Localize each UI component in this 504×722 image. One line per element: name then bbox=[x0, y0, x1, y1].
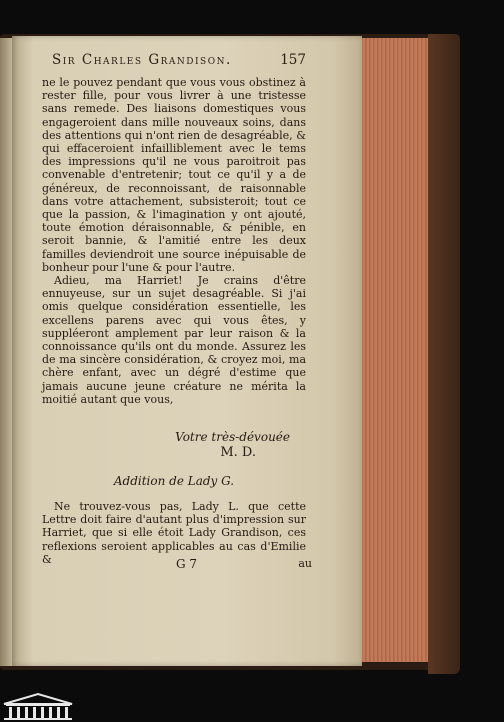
running-head: Sir Charles Grandison. bbox=[52, 52, 232, 68]
addition-body bbox=[42, 500, 306, 566]
letter-signature bbox=[42, 430, 306, 460]
addition-heading: Addition de Lady G. bbox=[113, 474, 235, 488]
page-edges bbox=[362, 38, 430, 662]
letter-paragraph: Adieu, ma Harriet! Je crains d'être ennuyeuse, sur un sujet desagréable. Si j'ai omis quelque considération essentielle, les excellens parens avec qui vous êtes, y suppléeront amplement par leur raison & la connoissance qu'ils ont du monde. Assurez les de ma sincère considération, & croyez moi, ma chère enfant, avec un dégré d'estime que jamais aucune jeune créature ne mérita la moitié autant que vous, bbox=[42, 274, 306, 406]
letter-paragraph: ne le pouvez pendant que vous vous obstinez à rester fille, pour vous livrer à une tristesse sans remede. Des liaisons domestiques vous engageroient dans mille nouveaux soins, dans des attentions qui n'ont rien de desagréable, & qui effaceroient infailliblement avec le tems des impressions qu'il ne vous paroitroit pas convenable d'entretenir; tout ce qu'il y a de généreux, de reconnoissant, de raisonnable dans votre attachement, subsisteroit; tout ce que la passion, & l'imagination y ont ajouté, toute émotion déraisonnable, & pénible, en seroit bannie, & l'amitié entre les deux familles deviendroit une source inépuisable de bonheur pour l'une & pour l'autre. bbox=[42, 76, 306, 274]
book-spine-cover bbox=[428, 34, 460, 674]
addition-paragraph: Ne trouvez-vous pas, Lady L. que cette Lettre doit faire d'autant plus d'impression sur Harriet, que si elle étoit Lady Grandison, ces reflexions seroient applicables au cas d'Emilie & bbox=[42, 500, 306, 566]
page-number: 157 bbox=[280, 52, 306, 68]
letter-body bbox=[42, 76, 306, 406]
letter-initials: M. D. bbox=[220, 445, 256, 460]
signature-mark: G 7 bbox=[176, 557, 198, 571]
building-logo-icon bbox=[0, 690, 76, 722]
letter-closing: Votre très-dévouée bbox=[175, 430, 290, 444]
catchword: au bbox=[298, 557, 312, 570]
